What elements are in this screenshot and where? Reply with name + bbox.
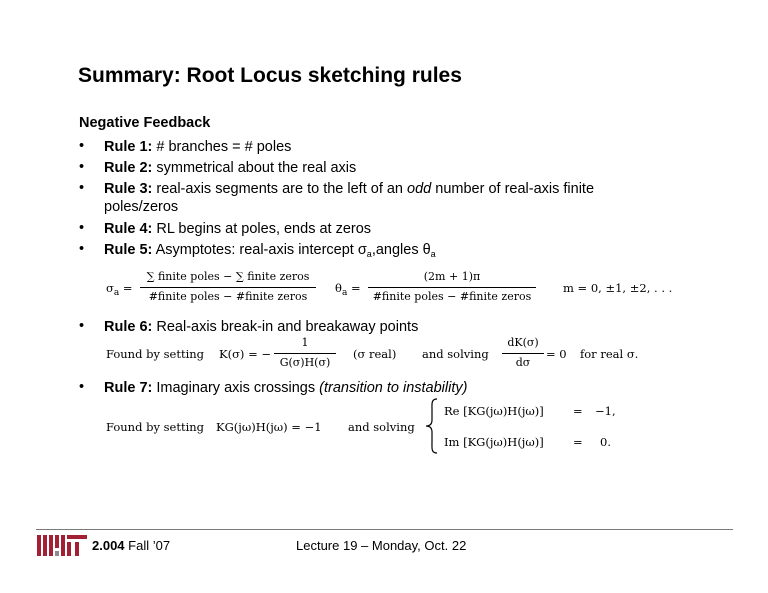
rule-7-label: Rule 7: [104, 380, 153, 396]
bullet: • [79, 180, 85, 196]
rule-3-text-pre: real-axis segments are to the left of an [152, 181, 408, 197]
section-heading: Negative Feedback [79, 115, 211, 131]
rule-4-text: RL begins at poles, ends at zeros [152, 221, 372, 237]
mit-logo-icon [37, 535, 95, 556]
rule-4 [104, 220, 371, 238]
rule-5-sub-a2: a [430, 249, 436, 259]
rule-5-label: Rule 5: [104, 242, 153, 258]
eq7-imag-equals: = [573, 435, 583, 449]
bullet: • [79, 159, 85, 175]
eq7-real-value: −1, [595, 404, 616, 418]
bullet: • [79, 318, 85, 334]
rule-7 [104, 379, 467, 397]
rule-2-text: symmetrical about the real axis [152, 160, 357, 176]
eq6-k-denominator: G(σ)H(σ) [279, 356, 331, 369]
eq5-theta-lhs: $\theta_a$ = [335, 281, 361, 298]
rule-7-text: Imaginary axis crossings [152, 380, 320, 396]
rule-4-label: Rule 4: [104, 221, 153, 237]
rule-3 [104, 180, 594, 216]
bullet: • [79, 241, 85, 257]
rule-6 [104, 318, 418, 336]
eq7-real-part: Re [KG(jω)H(jω)] [444, 404, 544, 418]
eq6-for-real: for real σ. [580, 347, 639, 361]
footer-course [92, 538, 170, 553]
eq6-derivative-numerator: dK(σ) [507, 336, 539, 349]
rule-1-text: # branches = # poles [152, 139, 292, 155]
rule-2-label: Rule 2: [104, 160, 153, 176]
rule-5-text-pre: Asymptotes: real-axis intercept σ [152, 242, 367, 258]
rule-3-text-emphasis: odd [407, 181, 432, 197]
eq7-found-by: Found by setting [106, 420, 205, 434]
eq6-derivative-denominator: dσ [515, 356, 531, 369]
eq6-k-numerator: 1 [301, 336, 309, 349]
eq6-sigma-real: (σ real) [353, 347, 397, 361]
rule-3-label: Rule 3: [104, 181, 153, 197]
eq6-k-lhs: K(σ) = − [219, 347, 271, 361]
eq6-equals-zero: = 0 [546, 347, 567, 361]
eq5-sigma-denominator: #finite poles − #finite zeros [148, 290, 308, 303]
rule-3-text-line2: poles/zeros [104, 199, 179, 215]
bullet: • [79, 220, 85, 236]
eq5-m-values: m = 0, ±1, ±2, . . . [563, 281, 673, 295]
eq5-theta-numerator: (2m + 1)π [423, 270, 481, 283]
eq5-sigma-fraction-bar [140, 287, 316, 288]
eq5-theta-fraction-bar [368, 287, 536, 288]
eq7-real-equals: = [573, 404, 583, 418]
rule-1-label: Rule 1: [104, 139, 153, 155]
rule-6-label: Rule 6: [104, 319, 153, 335]
rule-2 [104, 159, 356, 177]
eq5-sigma-numerator: ∑ finite poles − ∑ finite zeros [146, 270, 310, 283]
eq6-derivative-fraction-bar [502, 353, 544, 354]
slide-title: Summary: Root Locus sketching rules [78, 64, 462, 87]
rule-6-text: Real-axis break-in and breakaway points [152, 319, 419, 335]
rule-5 [104, 241, 436, 260]
eq7-condition: KG(jω)H(jω) = −1 [216, 420, 322, 434]
eq7-imag-value: 0. [600, 435, 611, 449]
footer-course-term: Fall ’07 [124, 538, 171, 553]
eq5-theta-denominator: #finite poles − #finite zeros [372, 290, 532, 303]
rule-3-text-post: number of real-axis finite [431, 181, 595, 197]
footer-course-number: 2.004 [92, 538, 125, 553]
footer-divider [36, 529, 733, 530]
eq6-found-by: Found by setting [106, 347, 205, 361]
rule-7-text-emphasis: (transition to instability) [319, 380, 468, 396]
eq7-imag-part: Im [KG(jω)H(jω)] [444, 435, 544, 449]
eq5-sigma-lhs: $\sigma_a$ = [106, 281, 133, 298]
footer-lecture: Lecture 19 – Monday, Oct. 22 [296, 538, 467, 553]
rule-5-text-mid: ,angles θ [371, 242, 431, 258]
eq7-and-solving: and solving [348, 420, 415, 434]
bullet: • [79, 379, 85, 395]
eq6-and-solving: and solving [422, 347, 489, 361]
bullet: • [79, 138, 85, 154]
eq6-k-fraction-bar [274, 353, 336, 354]
rule-1 [104, 138, 291, 156]
rule-5-sub-a: a [366, 249, 372, 259]
left-brace-icon [425, 398, 439, 454]
